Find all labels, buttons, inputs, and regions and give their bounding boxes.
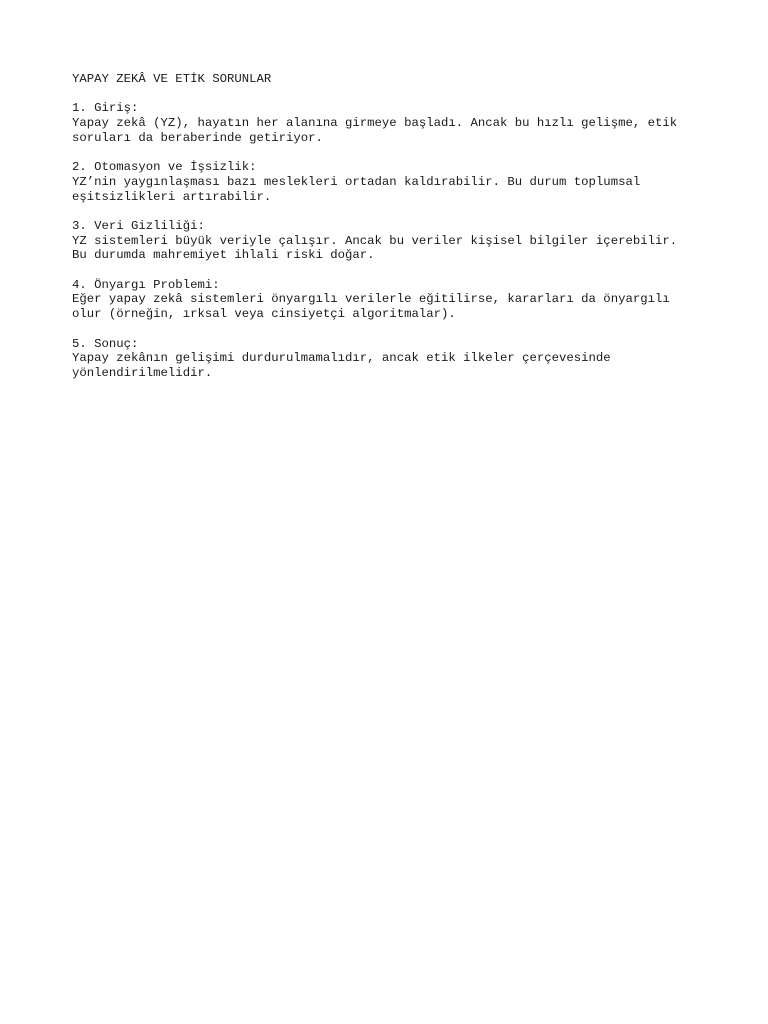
section-body: Yapay zekâ (YZ), hayatın her alanına girmeye başladı. Ancak bu hızlı gelişme, etik soruları da beraberinde getiriyor. xyxy=(72,116,678,145)
section-automation xyxy=(72,160,702,204)
section-bias xyxy=(72,278,702,322)
section-body: YZ’nin yaygınlaşması bazı meslekleri ortadan kaldırabilir. Bu durum toplumsal eşitsizlikleri artırabilir. xyxy=(72,174,641,204)
section-conclusion xyxy=(72,337,702,381)
section-body: Eğer yapay zekâ sistemleri önyargılı verilerle eğitilirse, kararları da önyargılı olur (örneğin, ırksal veya cinsiyetçi algoritmalar). xyxy=(72,292,670,322)
document-page xyxy=(72,72,702,395)
section-body: Yapay zekânın gelişimi durdurulmamalıdır, ancak etik ilkeler çerçevesinde yönlendirilmelidir. xyxy=(72,351,611,380)
section-heading: 3. Veri Gizliliği: xyxy=(72,218,205,233)
section-introduction xyxy=(72,101,702,145)
document-title: YAPAY ZEKÂ VE ETİK SORUNLAR xyxy=(72,72,272,86)
section-body: YZ sistemleri büyük veriyle çalışır. Ancak bu veriler kişisel bilgiler içerebilir. Bu durumda mahremiyet ihlali riski doğar. xyxy=(72,233,678,263)
section-heading: 5. Sonuç: xyxy=(72,336,139,351)
section-heading: 2. Otomasyon ve İşsizlik: xyxy=(72,160,257,175)
section-data-privacy xyxy=(72,219,702,263)
section-heading: 1. Giriş: xyxy=(72,101,139,116)
section-heading: 4. Önyargı Problemi: xyxy=(72,277,220,292)
